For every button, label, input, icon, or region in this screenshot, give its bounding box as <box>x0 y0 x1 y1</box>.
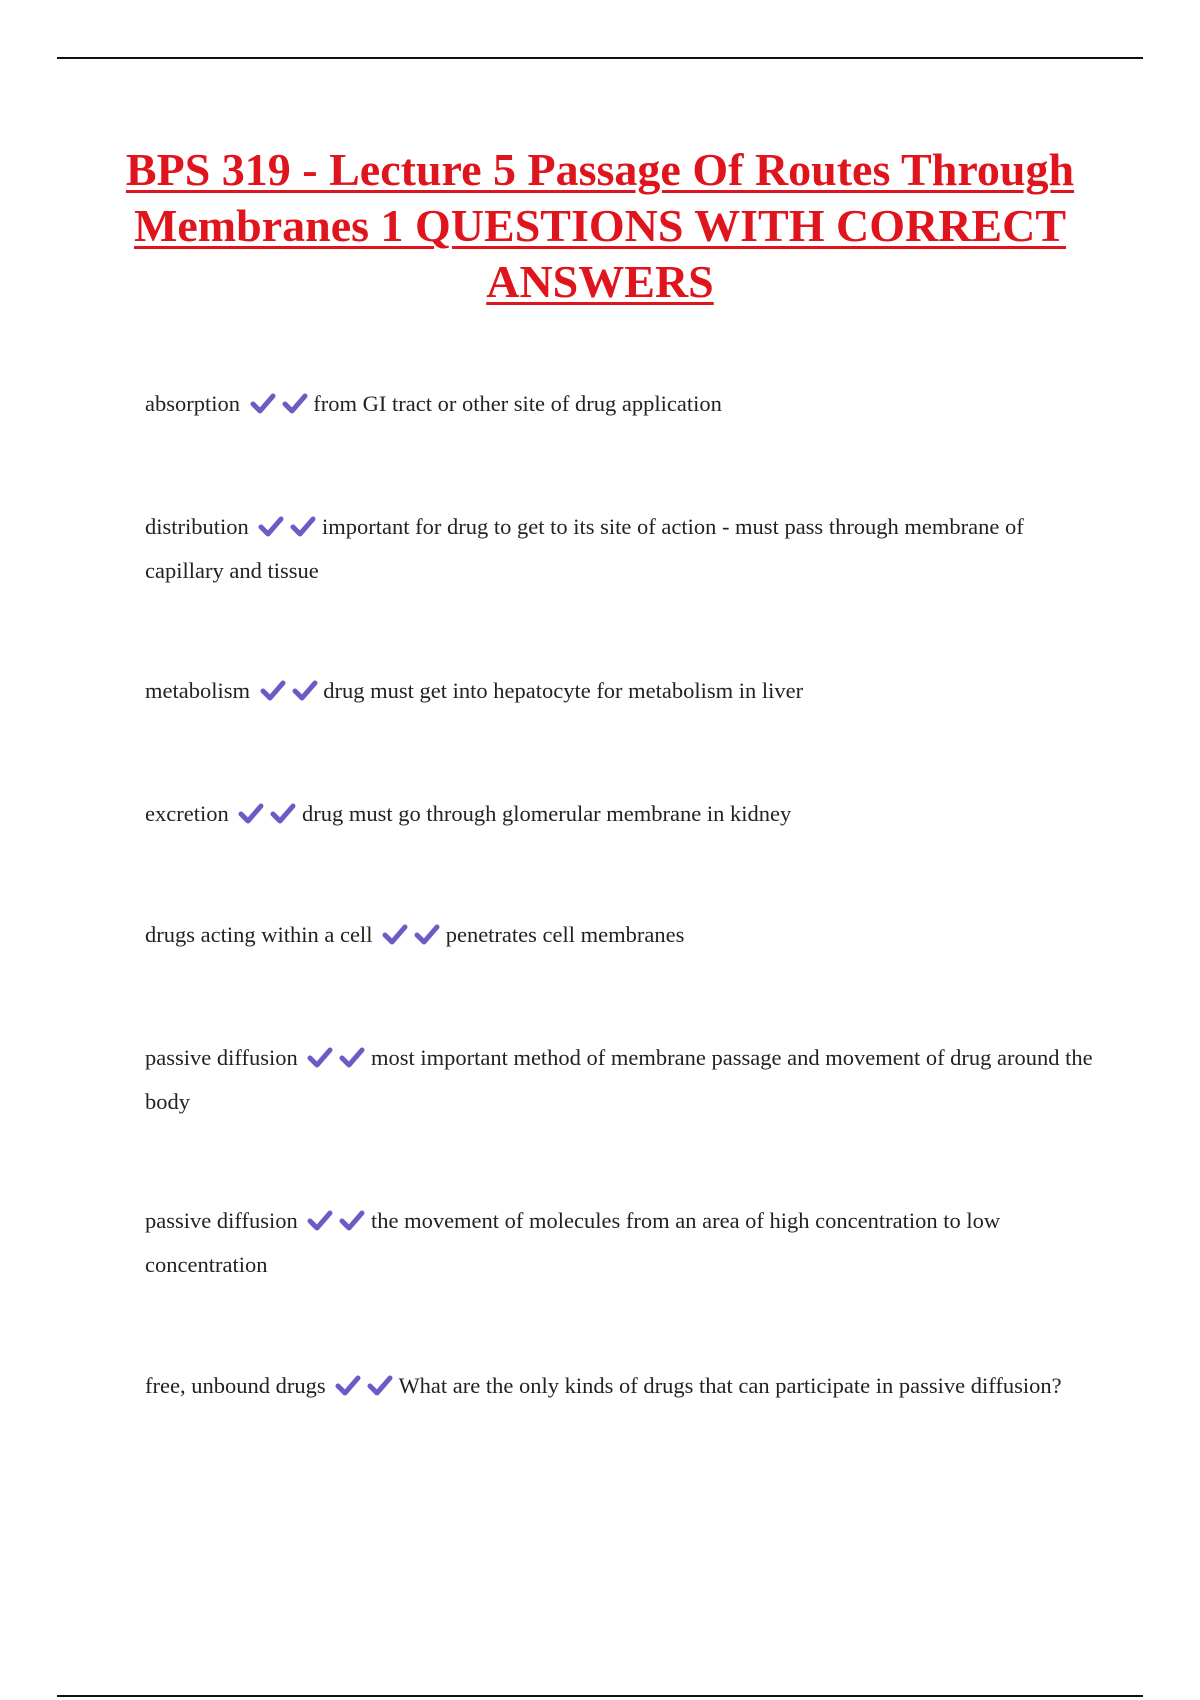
check-icon <box>339 1209 365 1231</box>
qa-entry <box>145 1199 1095 1287</box>
qa-entry <box>145 913 1095 957</box>
bottom-rule <box>57 1695 1143 1697</box>
qa-term: passive diffusion <box>145 1045 298 1070</box>
qa-answer: the movement of molecules from an area of high concentration to low concentration <box>145 1208 1001 1277</box>
check-icon <box>282 392 308 414</box>
qa-answer: most important method of membrane passage and movement of drug around the body <box>145 1045 1093 1114</box>
qa-answer: What are the only kinds of drugs that can participate in passive diffusion? <box>398 1373 1062 1398</box>
qa-entry <box>145 1036 1095 1124</box>
qa-term: drugs acting within a cell <box>145 922 373 947</box>
check-icon <box>307 1046 333 1068</box>
qa-entry <box>145 669 1095 713</box>
qa-term: free, unbound drugs <box>145 1373 326 1398</box>
qa-term: excretion <box>145 801 229 826</box>
qa-answer: from GI tract or other site of drug application <box>313 391 722 416</box>
check-icon <box>258 515 284 537</box>
check-icon <box>339 1046 365 1068</box>
qa-entry <box>145 505 1095 593</box>
qa-term: absorption <box>145 391 240 416</box>
qa-answer: drug must go through glomerular membrane in kidney <box>301 801 792 826</box>
check-icon <box>238 802 264 824</box>
document-title: BPS 319 - Lecture 5 Passage Of Routes Through Membranes 1 QUESTIONS WITH CORRECT ANSWERS <box>125 144 1075 307</box>
qa-entry <box>145 1364 1095 1408</box>
check-icon <box>382 923 408 945</box>
check-icon <box>367 1374 393 1396</box>
check-icon <box>270 802 296 824</box>
check-icon <box>260 679 286 701</box>
check-icon <box>292 679 318 701</box>
top-rule <box>57 57 1143 59</box>
check-icon <box>290 515 316 537</box>
qa-answer: penetrates cell membranes <box>445 922 685 947</box>
qa-entry <box>145 792 1095 836</box>
qa-term: metabolism <box>145 678 250 703</box>
qa-entry <box>145 382 1095 426</box>
check-icon <box>307 1209 333 1231</box>
qa-term: passive diffusion <box>145 1208 298 1233</box>
check-icon <box>414 923 440 945</box>
check-icon <box>250 392 276 414</box>
qa-answer: important for drug to get to its site of action - must pass through membrane of capillary and tissue <box>145 514 1024 583</box>
check-icon <box>335 1374 361 1396</box>
qa-answer: drug must get into hepatocyte for metabolism in liver <box>323 678 804 703</box>
qa-term: distribution <box>145 514 249 539</box>
